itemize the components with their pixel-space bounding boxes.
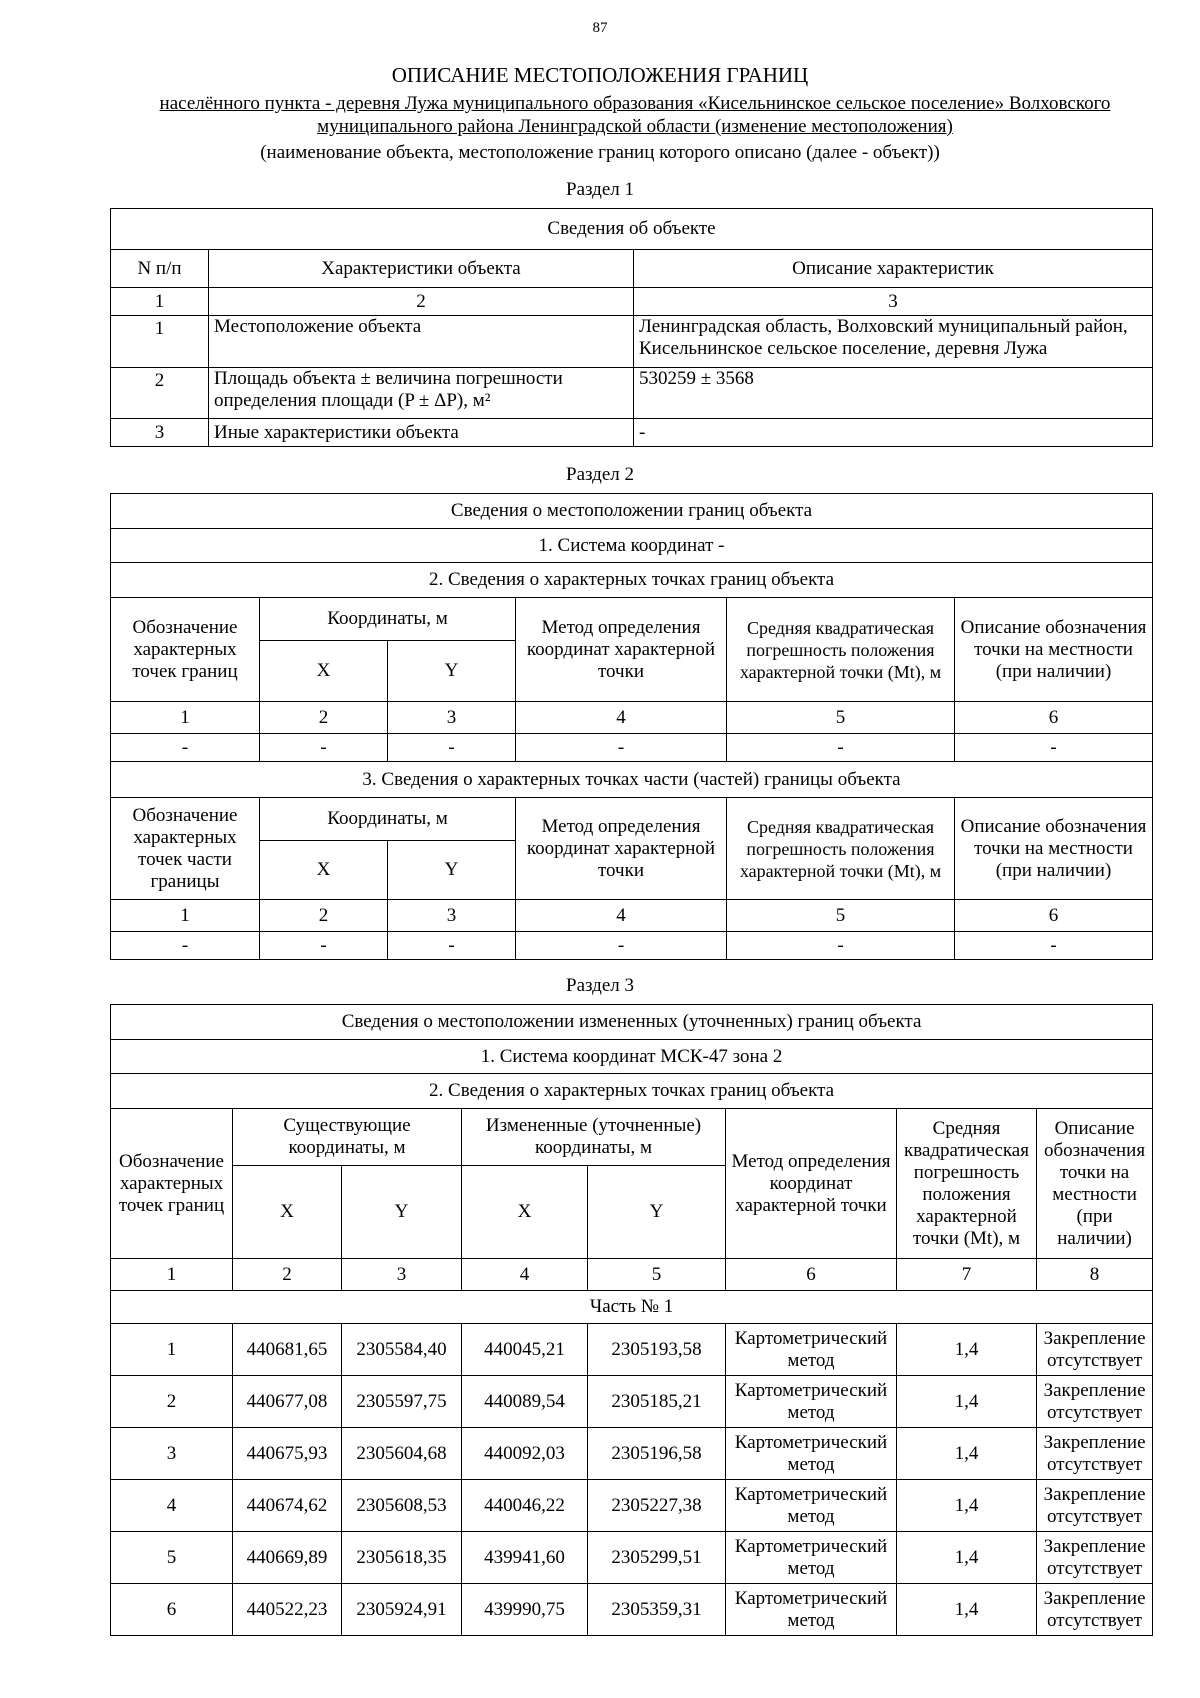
section-2-heading: Раздел 2	[566, 464, 634, 485]
column-number: 5	[727, 702, 955, 734]
table-row	[111, 368, 1153, 419]
point-id: 6	[111, 1584, 233, 1636]
column-header: Описание характеристик	[634, 250, 1153, 288]
points-title: 2. Сведения о характерных точках границ объекта	[111, 1074, 1153, 1109]
row-number: 2	[111, 368, 209, 419]
column-header: Метод определения координат характерной точки	[516, 598, 727, 702]
point-description: Закрепление отсутствует	[1037, 1532, 1153, 1584]
section-3-table	[110, 1004, 1153, 1636]
column-number: 4	[516, 900, 727, 932]
column-number: 6	[726, 1259, 897, 1291]
column-number: 3	[388, 900, 516, 932]
column-header-y: Y	[388, 641, 516, 702]
point-id: 2	[111, 1376, 233, 1428]
column-number: 3	[342, 1259, 462, 1291]
column-number: 7	[897, 1259, 1037, 1291]
row-number: 1	[111, 316, 209, 368]
existing-y: 2305608,53	[342, 1480, 462, 1532]
column-header-x: X	[233, 1166, 342, 1259]
column-header: Координаты, м	[260, 798, 516, 841]
column-header: Описание обозначения точки на местности (при наличии)	[1037, 1109, 1153, 1259]
changed-x: 440092,03	[462, 1428, 588, 1480]
changed-y: 2305359,31	[588, 1584, 726, 1636]
column-header: Координаты, м	[260, 598, 516, 641]
column-header: Обозначение характерных точек границ	[111, 598, 260, 702]
table-title: Сведения о местоположении границ объекта	[111, 494, 1153, 529]
changed-y: 2305193,58	[588, 1324, 726, 1376]
empty-cell: -	[516, 932, 727, 960]
column-number: 1	[111, 900, 260, 932]
column-header: Существующие координаты, м	[233, 1109, 462, 1166]
characteristic-name: Местоположение объекта	[209, 316, 634, 368]
changed-x: 440089,54	[462, 1376, 588, 1428]
table-row	[111, 1324, 1153, 1376]
part-label: Часть № 1	[111, 1291, 1153, 1324]
column-number: 5	[727, 900, 955, 932]
method: Картометрический метод	[726, 1480, 897, 1532]
column-header: Описание обозначения точки на местности (при наличии)	[955, 598, 1153, 702]
section-2-table	[110, 493, 1153, 960]
table-row	[111, 419, 1153, 447]
table-row	[111, 734, 1153, 762]
empty-cell: -	[727, 734, 955, 762]
column-number: 2	[233, 1259, 342, 1291]
column-header-y: Y	[388, 841, 516, 900]
existing-x: 440675,93	[233, 1428, 342, 1480]
column-header: Обозначение характерных точек части границы	[111, 798, 260, 900]
page-number: 87	[592, 20, 608, 36]
subtitle-note: (наименование объекта, местоположение границ которого описано (далее - объект))	[260, 142, 940, 163]
column-header-x: X	[260, 641, 388, 702]
column-header: Метод определения координат характерной точки	[726, 1109, 897, 1259]
column-number: 6	[955, 702, 1153, 734]
point-description: Закрепление отсутствует	[1037, 1584, 1153, 1636]
column-number: 2	[260, 900, 388, 932]
table-row	[111, 932, 1153, 960]
changed-y: 2305185,21	[588, 1376, 726, 1428]
existing-y: 2305597,75	[342, 1376, 462, 1428]
column-header: Обозначение характерных точек границ	[111, 1109, 233, 1259]
column-header: Описание обозначения точки на местности (при наличии)	[955, 798, 1153, 900]
column-header-y: Y	[588, 1166, 726, 1259]
table-title: Сведения об объекте	[111, 209, 1153, 250]
point-id: 1	[111, 1324, 233, 1376]
column-number: 4	[462, 1259, 588, 1291]
point-description: Закрепление отсутствует	[1037, 1376, 1153, 1428]
column-header: Метод определения координат характерной точки	[516, 798, 727, 900]
mt-error: 1,4	[897, 1376, 1037, 1428]
column-number: 2	[260, 702, 388, 734]
column-header-y: Y	[342, 1166, 462, 1259]
column-header: Средняя квадратическая погрешность положения характерной точки (Mt), м	[897, 1109, 1037, 1259]
empty-cell: -	[516, 734, 727, 762]
column-number: 2	[209, 288, 634, 316]
empty-cell: -	[955, 932, 1153, 960]
changed-y: 2305299,51	[588, 1532, 726, 1584]
mt-error: 1,4	[897, 1480, 1037, 1532]
empty-cell: -	[388, 932, 516, 960]
empty-cell: -	[388, 734, 516, 762]
part-points-title: 3. Сведения о характерных точках части (частей) границы объекта	[111, 762, 1153, 798]
points-title: 2. Сведения о характерных точках границ объекта	[111, 563, 1153, 598]
column-header: Измененные (уточненные) координаты, м	[462, 1109, 726, 1166]
column-header-x: X	[462, 1166, 588, 1259]
section-1-table	[110, 208, 1153, 447]
method: Картометрический метод	[726, 1324, 897, 1376]
changed-x: 440045,21	[462, 1324, 588, 1376]
changed-x: 439990,75	[462, 1584, 588, 1636]
method: Картометрический метод	[726, 1428, 897, 1480]
column-header: Характеристики объекта	[209, 250, 634, 288]
empty-cell: -	[260, 932, 388, 960]
empty-cell: -	[111, 734, 260, 762]
empty-cell: -	[260, 734, 388, 762]
characteristic-value: Ленинградская область, Волховский муниципальный район, Кисельнинское сельское поселение, деревня Лужа	[634, 316, 1153, 368]
method: Картометрический метод	[726, 1376, 897, 1428]
column-number: 4	[516, 702, 727, 734]
existing-y: 2305924,91	[342, 1584, 462, 1636]
document-title: ОПИСАНИЕ МЕСТОПОЛОЖЕНИЯ ГРАНИЦ	[391, 63, 809, 87]
point-description: Закрепление отсутствует	[1037, 1428, 1153, 1480]
point-description: Закрепление отсутствует	[1037, 1324, 1153, 1376]
point-description: Закрепление отсутствует	[1037, 1480, 1153, 1532]
column-header-x: X	[260, 841, 388, 900]
table-row	[111, 1532, 1153, 1584]
table-row	[111, 1480, 1153, 1532]
table-row	[111, 316, 1153, 368]
document-subtitle: населённого пункта - деревня Лужа муниципального образования «Кисельнинское сельское поселение» Волховского муниципального района Ленинградской области (изменение местоположения)	[159, 93, 1111, 137]
mt-error: 1,4	[897, 1532, 1037, 1584]
existing-x: 440522,23	[233, 1584, 342, 1636]
table-title: Сведения о местоположении измененных (уточненных) границ объекта	[111, 1005, 1153, 1040]
column-number: 3	[388, 702, 516, 734]
method: Картометрический метод	[726, 1584, 897, 1636]
mt-error: 1,4	[897, 1324, 1037, 1376]
column-header: Средняя квадратическая погрешность положения характерной точки (Mt), м	[727, 798, 955, 900]
section-1-heading: Раздел 1	[566, 179, 634, 200]
existing-y: 2305618,35	[342, 1532, 462, 1584]
table-row	[111, 1428, 1153, 1480]
section-3-heading: Раздел 3	[566, 975, 634, 996]
column-number: 6	[955, 900, 1153, 932]
existing-y: 2305584,40	[342, 1324, 462, 1376]
point-id: 4	[111, 1480, 233, 1532]
table-row	[111, 1584, 1153, 1636]
column-number: 1	[111, 702, 260, 734]
changed-y: 2305196,58	[588, 1428, 726, 1480]
column-number: 1	[111, 1259, 233, 1291]
empty-cell: -	[727, 932, 955, 960]
characteristic-value: 530259 ± 3568	[634, 368, 1153, 419]
characteristic-name: Площадь объекта ± величина погрешности определения площади (P ± ΔP), м²	[209, 368, 634, 419]
point-id: 3	[111, 1428, 233, 1480]
column-number: 3	[634, 288, 1153, 316]
column-number: 5	[588, 1259, 726, 1291]
existing-y: 2305604,68	[342, 1428, 462, 1480]
existing-x: 440677,08	[233, 1376, 342, 1428]
characteristic-value: -	[634, 419, 1153, 447]
column-header: Средняя квадратическая погрешность положения характерной точки (Mt), м	[727, 598, 955, 702]
existing-x: 440674,62	[233, 1480, 342, 1532]
mt-error: 1,4	[897, 1584, 1037, 1636]
row-number: 3	[111, 419, 209, 447]
existing-x: 440681,65	[233, 1324, 342, 1376]
changed-y: 2305227,38	[588, 1480, 726, 1532]
column-header: N п/п	[111, 250, 209, 288]
empty-cell: -	[955, 734, 1153, 762]
changed-x: 439941,60	[462, 1532, 588, 1584]
coordinate-system: 1. Система координат МСК-47 зона 2	[111, 1040, 1153, 1074]
method: Картометрический метод	[726, 1532, 897, 1584]
empty-cell: -	[111, 932, 260, 960]
table-row	[111, 1376, 1153, 1428]
mt-error: 1,4	[897, 1428, 1037, 1480]
characteristic-name: Иные характеристики объекта	[209, 419, 634, 447]
point-id: 5	[111, 1532, 233, 1584]
column-number: 1	[111, 288, 209, 316]
changed-x: 440046,22	[462, 1480, 588, 1532]
column-number: 8	[1037, 1259, 1153, 1291]
existing-x: 440669,89	[233, 1532, 342, 1584]
coordinate-system: 1. Система координат -	[111, 529, 1153, 563]
